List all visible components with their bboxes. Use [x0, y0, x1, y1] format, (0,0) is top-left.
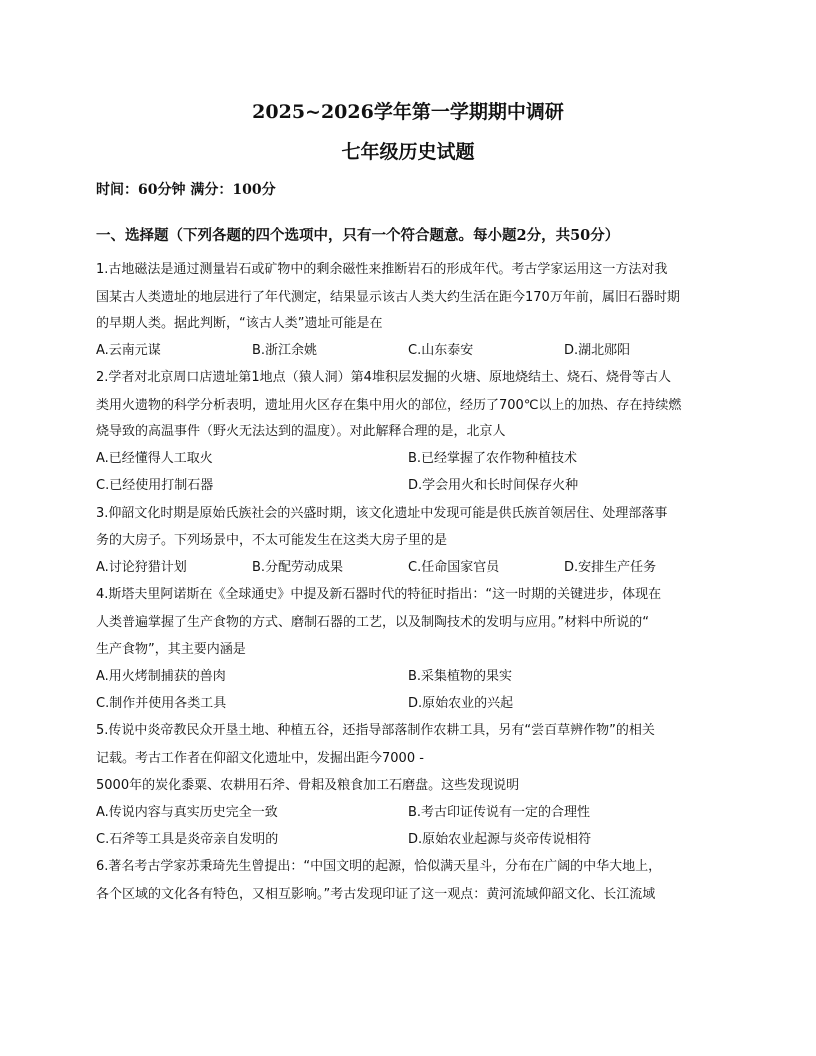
- question-text-line: 类用火遗物的科学分析表明，遗址用火区存在集中用火的部位，经历了700℃以上的加热、存在持续燃: [96, 398, 682, 413]
- question-text-line: 6.著名考古学家苏秉琦先生曾提出：“中国文明的起源，恰似满天星斗，分布在广阔的中华大地上，: [96, 859, 662, 874]
- option-d: D.安排生产任务: [564, 560, 657, 575]
- section-heading: 一、选择题（下列各题的四个选项中，只有一个符合题意。每小题2分，共50分）: [96, 227, 620, 244]
- option-b: B.分配劳动成果: [252, 560, 344, 575]
- option-c: C.制作并使用各类工具: [96, 696, 227, 711]
- option-d: D.原始农业的兴起: [408, 696, 514, 711]
- question-text-line: 5.传说中炎帝教民众开垦土地、种植五谷，还指导部落制作农耕工具，另有“尝百草辨作物”的相关: [96, 723, 655, 738]
- option-b: B.采集植物的果实: [408, 669, 513, 684]
- question-text-line: 务的大房子。下列场景中，不太可能发生在这类大房子里的是: [96, 533, 448, 548]
- question-text-line: 各个区域的文化各有特色，又相互影响。”考古发现印证了这一观点：黄河流域仰韶文化、长江流域: [96, 887, 656, 902]
- question-text-line: 国某古人类遗址的地层进行了年代测定，结果显示该古人类大约生活在距今170万年前，属旧石器时期: [96, 290, 680, 305]
- option-d: D.学会用火和长时间保存火种: [408, 478, 579, 493]
- question-text-line: 人类普遍掌握了生产食物的方式、磨制石器的工艺，以及制陶技术的发明与应用。”材料中所说的“: [96, 615, 649, 630]
- option-d: D.湖北郧阳: [564, 343, 631, 358]
- option-c: C.任命国家官员: [408, 560, 500, 575]
- option-d: D.原始农业起源与炎帝传说相符: [408, 832, 592, 847]
- exam-subtitle: 七年级历史试题: [341, 141, 475, 163]
- option-b: B.考古印证传说有一定的合理性: [408, 805, 591, 820]
- option-a: A.传说内容与真实历史完全一致: [96, 805, 278, 820]
- exam-meta: 时间：60分钟 满分：100分: [96, 182, 276, 198]
- question-text-line: 记载。考古工作者在仰韶文化遗址中，发掘出距今7000 -: [96, 751, 424, 766]
- question-text-line: 的早期人类。据此判断，“该古人类”遗址可能是在: [96, 316, 383, 331]
- question-text-line: 5000年的炭化黍粟、农耕用石斧、骨耜及粮食加工石磨盘。这些发现说明: [96, 778, 520, 793]
- option-b: B.浙江余姚: [252, 343, 318, 358]
- question-text-line: 2.学者对北京周口店遗址第1地点（猿人洞）第4堆积层发掘的火塘、原地烧结土、烧石、烧骨等古人: [96, 370, 671, 385]
- option-c: C.石斧等工具是炎帝亲自发明的: [96, 832, 279, 847]
- option-a: A.讨论狩猎计划: [96, 560, 187, 575]
- option-a: A.云南元谋: [96, 343, 161, 358]
- exam-title: 2025~2026学年第一学期期中调研: [252, 101, 564, 123]
- question-text-line: 生产食物”，其主要内涵是: [96, 642, 246, 657]
- option-a: A.用火烤制捕获的兽肉: [96, 669, 226, 684]
- option-b: B.已经掌握了农作物种植技术: [408, 451, 578, 466]
- question-text-line: 烧导致的高温事件（野火无法达到的温度）。对此解释合理的是，北京人: [96, 424, 506, 439]
- question-text-line: 4.斯塔夫里阿诺斯在《全球通史》中提及新石器时代的特征时指出：“这一时期的关键进步，体现在: [96, 587, 662, 602]
- option-c: C.山东泰安: [408, 343, 474, 358]
- option-a: A.已经懂得人工取火: [96, 451, 213, 466]
- option-c: C.已经使用打制石器: [96, 478, 214, 493]
- question-text-line: 1.古地磁法是通过测量岩石或矿物中的剩余磁性来推断岩石的形成年代。考古学家运用这一方法对我: [96, 262, 668, 277]
- question-text-line: 3.仰韶文化时期是原始氏族社会的兴盛时期，该文化遗址中发现可能是供氏族首领居住、处理部落事: [96, 506, 668, 521]
